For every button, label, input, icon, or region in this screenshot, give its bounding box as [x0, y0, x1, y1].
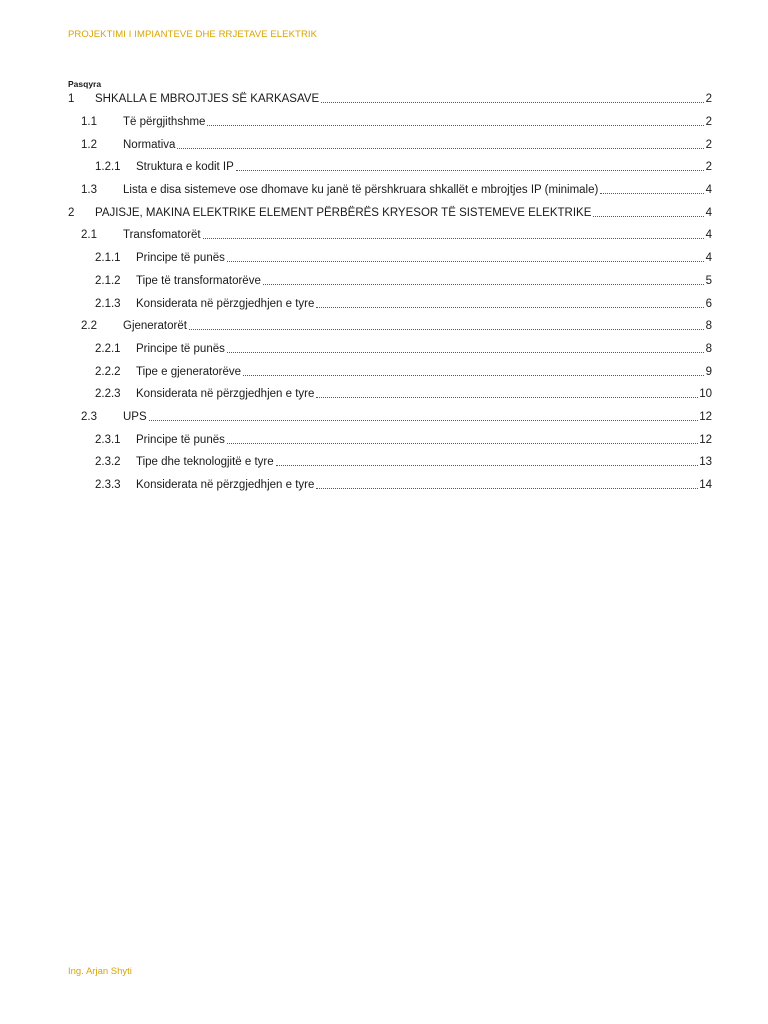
toc-entry-page-number[interactable]: 2 — [705, 161, 712, 174]
toc-leader-dots — [236, 159, 704, 171]
toc-leader-dots — [593, 205, 704, 217]
toc-entry-label[interactable]: Konsiderata në përzgjedhjen e tyre — [136, 479, 315, 492]
toc-entry-page-number[interactable]: 2 — [705, 116, 712, 129]
table-of-contents — [68, 88, 712, 496]
toc-entry[interactable] — [68, 111, 712, 134]
toc-entry-number: 2.1 — [81, 229, 97, 242]
toc-leader-dots — [227, 250, 704, 262]
toc-entry-label[interactable]: Tipe të transformatorëve — [136, 274, 261, 287]
toc-leader-dots — [276, 454, 699, 466]
toc-entry[interactable] — [68, 133, 712, 156]
toc-entry[interactable] — [68, 156, 712, 179]
toc-entry-page-number[interactable]: 5 — [705, 274, 712, 287]
toc-entry-number: 2.1.1 — [95, 252, 121, 265]
toc-entry-number: 2.3.2 — [95, 456, 121, 469]
toc-entry-label[interactable]: Principe të punës — [136, 342, 225, 355]
toc-leader-dots — [227, 432, 698, 444]
toc-entry[interactable] — [68, 315, 712, 338]
toc-entry-label[interactable]: Struktura e kodit IP — [136, 161, 234, 174]
toc-entry[interactable] — [68, 383, 712, 406]
toc-entry-label[interactable]: Lista e disa sistemeve ose dhomave ku janë të përshkruara shkallët e mbrojtjes IP (minimale) — [123, 184, 599, 197]
toc-leader-dots — [149, 409, 699, 421]
toc-entry[interactable] — [68, 224, 712, 247]
toc-leader-dots — [316, 296, 704, 308]
toc-entry-number: 2.1.2 — [95, 274, 121, 287]
toc-entry-number: 2.2.2 — [95, 365, 121, 378]
toc-leader-dots — [243, 364, 704, 376]
toc-title: Pasqyra — [68, 79, 102, 89]
toc-entry-page-number[interactable]: 13 — [699, 456, 712, 469]
toc-entry-label[interactable]: Gjeneratorët — [123, 320, 187, 333]
toc-entry-label[interactable]: Tipe dhe teknologjitë e tyre — [136, 456, 274, 469]
toc-leader-dots — [207, 114, 704, 126]
toc-entry[interactable] — [68, 292, 712, 315]
toc-entry-number: 2 — [68, 206, 75, 219]
toc-entry[interactable] — [68, 406, 712, 429]
toc-entry-number: 1.2 — [81, 138, 97, 151]
toc-entry-label[interactable]: SHKALLA E MBROJTJES SË KARKASAVE — [95, 93, 320, 106]
toc-entry-page-number[interactable]: 4 — [705, 229, 712, 242]
toc-entry-number: 2.2 — [81, 320, 97, 333]
toc-entry-label[interactable]: PAJISJE, MAKINA ELEKTRIKE ELEMENT PËRBËRËS KRYESOR TË SISTEMEVE ELEKTRIKE — [95, 206, 592, 219]
toc-entry-number: 2.3.1 — [95, 433, 121, 446]
toc-entry-number: 2.1.3 — [95, 297, 121, 310]
toc-entry-page-number[interactable]: 4 — [705, 206, 712, 219]
toc-entry[interactable] — [68, 179, 712, 202]
toc-entry-page-number[interactable]: 9 — [705, 365, 712, 378]
toc-entry-number: 2.3.3 — [95, 479, 121, 492]
toc-entry-page-number[interactable]: 10 — [699, 388, 712, 401]
toc-entry[interactable] — [68, 88, 712, 111]
toc-entry-page-number[interactable]: 6 — [705, 297, 712, 310]
toc-entry-label[interactable]: UPS — [123, 410, 147, 423]
toc-leader-dots — [263, 273, 704, 285]
toc-leader-dots — [189, 318, 704, 330]
toc-entry-label[interactable]: Konsiderata në përzgjedhjen e tyre — [136, 388, 315, 401]
toc-leader-dots — [316, 386, 698, 398]
toc-entry-page-number[interactable]: 2 — [705, 138, 712, 151]
toc-leader-dots — [177, 137, 704, 149]
toc-leader-dots — [600, 182, 704, 194]
toc-entry-number: 1 — [68, 93, 75, 106]
toc-entry-label[interactable]: Principe të punës — [136, 433, 225, 446]
toc-entry-number: 1.1 — [81, 116, 97, 129]
toc-entry-page-number[interactable]: 12 — [699, 433, 712, 446]
toc-entry[interactable] — [68, 451, 712, 474]
toc-entry[interactable] — [68, 270, 712, 293]
toc-entry-number: 1.3 — [81, 184, 97, 197]
toc-entry-number: 2.2.3 — [95, 388, 121, 401]
toc-leader-dots — [203, 227, 704, 239]
toc-entry-label[interactable]: Tipe e gjeneratorëve — [136, 365, 242, 378]
page-header-title: PROJEKTIMI I IMPIANTEVE DHE RRJETAVE ELEKTRIK — [68, 29, 318, 40]
toc-entry-label[interactable]: Të përgjithshme — [123, 116, 206, 129]
toc-entry-page-number[interactable]: 4 — [705, 252, 712, 265]
toc-entry[interactable] — [68, 201, 712, 224]
toc-entry-page-number[interactable]: 4 — [705, 184, 712, 197]
toc-leader-dots — [321, 91, 704, 103]
toc-entry-label[interactable]: Transfomatorët — [123, 229, 201, 242]
page-footer-author: Ing. Arjan Shyti — [68, 966, 132, 977]
toc-entry[interactable] — [68, 247, 712, 270]
toc-entry[interactable] — [68, 338, 712, 361]
toc-entry-page-number[interactable]: 8 — [705, 342, 712, 355]
toc-entry-page-number[interactable]: 14 — [699, 479, 712, 492]
toc-entry-number: 2.3 — [81, 410, 97, 423]
toc-entry[interactable] — [68, 360, 712, 383]
toc-leader-dots — [227, 341, 704, 353]
toc-entry-page-number[interactable]: 12 — [699, 410, 712, 423]
toc-entry[interactable] — [68, 474, 712, 497]
toc-entry-label[interactable]: Principe të punës — [136, 252, 225, 265]
toc-entry-number: 2.2.1 — [95, 342, 121, 355]
toc-entry-number: 1.2.1 — [95, 161, 121, 174]
toc-entry-page-number[interactable]: 8 — [705, 320, 712, 333]
toc-entry-label[interactable]: Konsiderata në përzgjedhjen e tyre — [136, 297, 315, 310]
toc-entry-label[interactable]: Normativa — [123, 138, 176, 151]
toc-entry[interactable] — [68, 428, 712, 451]
toc-leader-dots — [316, 477, 698, 489]
toc-entry-page-number[interactable]: 2 — [705, 93, 712, 106]
